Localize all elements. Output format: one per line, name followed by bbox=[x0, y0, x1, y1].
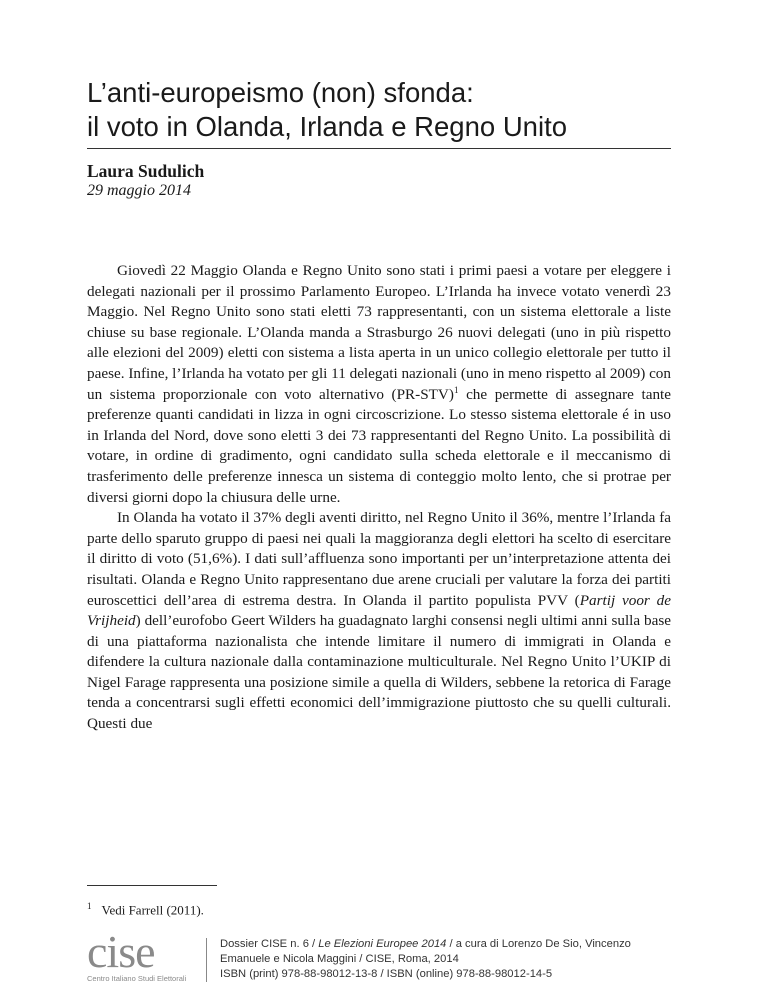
publication-date: 29 maggio 2014 bbox=[87, 182, 191, 199]
article-body bbox=[87, 261, 671, 735]
title-line-2: il voto in Olanda, Irlanda e Regno Unito bbox=[87, 111, 568, 142]
colophon-line-2: Emanuele e Nicola Maggini / CISE, Roma, 2014 bbox=[220, 953, 459, 965]
paragraph-1-text-b: che permette di assegnare tante preferenze quanti candidati in lizza in ogni circoscrizione. Lo stesso sistema elettorale é in uso in Irlanda del Nord, dove sono eletti 3 dei 73 rappresentanti del Regno Unito. La possibilità di votare, in ordine di gradimento, ogni candidato sulla scheda elettorale e il meccanismo di trasferimento delle preferenze innesca un sistema di conteggio molto lento, che si protrae per diversi giorni dopo la chiusura delle urne. bbox=[87, 385, 671, 506]
logo-subtitle: Centro Italiano Studi Elettorali bbox=[87, 974, 187, 983]
footnote bbox=[87, 898, 204, 918]
colophon-editors: / a cura di Lorenzo De Sio, Vincenzo bbox=[446, 938, 631, 950]
cise-logo bbox=[87, 926, 197, 984]
article-title bbox=[87, 76, 687, 144]
logo-wordmark: cise bbox=[87, 926, 155, 977]
colophon-isbn: ISBN (print) 978-88-98012-13-8 / ISBN (online) 978-88-98012-14-5 bbox=[220, 968, 553, 980]
paragraph-2-text-b: ) dell’eurofobo Geert Wilders ha guadagnato larghi consensi negli ultimi anni sulla base di una piattaforma nazionalista che intende limitare il numero di immigrati in Olanda e difendere la cultura nazionale dalla contaminazione multiculturale. Nel Regno Unito l’UKIP di Nigel Farage rappresenta una posizione simile a quella di Wilders, sebbene la retorica di Farage tenda a concentrarsi sugli effetti economici dell’immigrazione piuttosto che su quelli culturali. Questi due bbox=[87, 612, 671, 733]
colophon-volume-title: Le Elezioni Europee 2014 bbox=[318, 938, 447, 950]
colophon-line-1 bbox=[220, 937, 690, 952]
colophon-series: Dossier CISE n. 6 / bbox=[220, 938, 319, 950]
footer-divider bbox=[206, 938, 207, 982]
paragraph-2 bbox=[87, 508, 671, 735]
paragraph-2-text-a: In Olanda ha votato il 37% degli aventi diritto, nel Regno Unito il 36%, mentre l’Irlanda fa parte dello sparuto gruppo di paesi nei quali la maggioranza degli elettori ha scelto di esercitare il diritto di voto (51,6%). I dati sull’affluenza sono importanti per un’interpretazione attenta dei risultati. Olanda e Regno Unito rappresentano due arene cruciali per valutare la forza dei partiti euroscettici dell’area di estrema destra. In Olanda il partito populista PVV ( bbox=[87, 509, 671, 609]
footnote-reference[interactable]: 1 bbox=[453, 384, 459, 395]
author-name: Laura Sudulich bbox=[87, 161, 205, 181]
footer-colophon bbox=[220, 937, 690, 982]
footnote-rule bbox=[87, 885, 217, 886]
title-line-1: L’anti-europeismo (non) sfonda: bbox=[87, 77, 474, 108]
footnote-text: Vedi Farrell (2011). bbox=[101, 902, 204, 918]
party-name-italic: Partij voor de Vrijheid bbox=[87, 591, 671, 630]
title-rule bbox=[87, 148, 671, 149]
paragraph-1-text-a: Giovedì 22 Maggio Olanda e Regno Unito sono stati i primi paesi a votare per eleggere i delegati nazionali per il prossimo Parlamento Europeo. L’Irlanda ha invece votato venerdì 23 Maggio. Nel Regno Unito sono stati eletti 73 rappresentanti, con un sistema elettorale a liste chiuse su base regionale. L’Olanda manda a Strasburgo 26 nuovi delegati (uno in più rispetto alle elezioni del 2009) eletti con sistema a lista aperta in un unico collegio elettorale per tutto il paese. Infine, l’Irlanda ha votato per gli 11 delegati nazionali (uno in meno rispetto al 2009) con un sistema proporzionale con voto alternativo (PR-STV) bbox=[87, 262, 671, 403]
footnote-number: 1 bbox=[87, 901, 92, 911]
paragraph-1 bbox=[87, 261, 671, 508]
